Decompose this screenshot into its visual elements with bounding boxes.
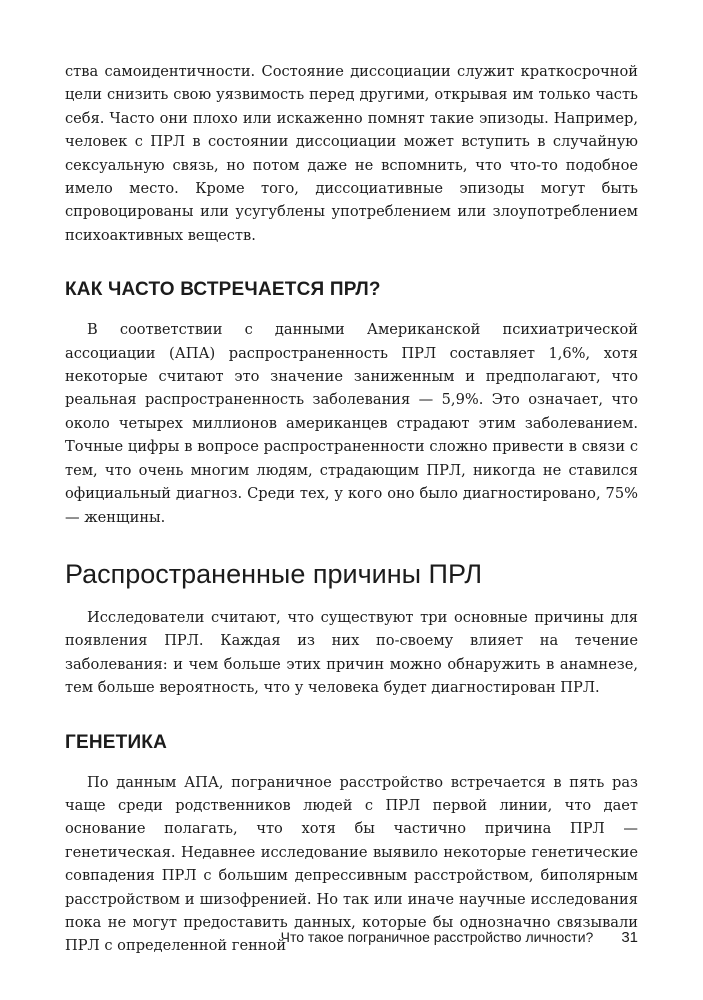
paragraph-causes: Исследователи считают, что существуют три основные причины для появления ПРЛ. Каждая из них по-своему влияет на течение заболевания: и чем больше этих причин можно обнаружить в анамнезе, тем больше вероятность, что у человека будет диагностирован ПРЛ. <box>65 608 638 697</box>
heading-genetics: ГЕНЕТИКА <box>65 731 168 753</box>
paragraph-genetics: По данным АПА, пограничное расстройство встречается в пять раз чаще среди родственников людей с ПРЛ первой линии, что дает основание полагать, что хотя бы частично причина ПРЛ — генетическая. Недавнее исследование выявило некоторые генетические совпадения ПРЛ с большим депрессивным расстройством, биполярным расстройством и шизофренией. Но так или иначе научные исследования пока не могут предоставить данных, которые бы однозначно связывали ПРЛ с определенной генной <box>65 773 638 955</box>
page-footer <box>281 929 638 946</box>
heading-prevalence: КАК ЧАСТО ВСТРЕЧАЕТСЯ ПРЛ? <box>65 279 381 301</box>
paragraph-dissociation: ства самоидентичности. Состояние диссоциации служит краткосрочной цели снизить свою уязвимость перед другими, открывая им только часть себя. Часто они плохо или искаженно помнят такие эпизоды. Например, человек с ПРЛ в состоянии диссоциации может вступить в случайную сексуальную связь, но потом даже не вспомнить, что что-то подобное имело место. Кроме того, диссоциативные эпизоды могут быть спровоцированы или усугублены употреблением или злоупотреблением психоактивных веществ. <box>65 63 638 244</box>
page-number: 31 <box>621 929 638 946</box>
paragraph-prevalence: В соответствии с данными Американской психиатрической ассоциации (АПА) распространенность ПРЛ составляет 1,6%, хотя некоторые считают это значение заниженным и предполагают, что реальная распространенность заболевания — 5,9%. Это означает, что около четырех миллионов американцев страдают этим заболеванием. Точные цифры в вопросе распространенности сложно привести в связи с тем, что очень многим людям, страдающим ПРЛ, никогда не ставился официальный диагноз. Среди тех, у кого оно было диагностировано, 75% — женщины. <box>65 321 638 526</box>
running-title: Что такое пограничное расстройство личности? <box>280 929 594 945</box>
heading-causes: Распространенные причины ПРЛ <box>65 558 483 589</box>
page-content <box>65 60 638 958</box>
